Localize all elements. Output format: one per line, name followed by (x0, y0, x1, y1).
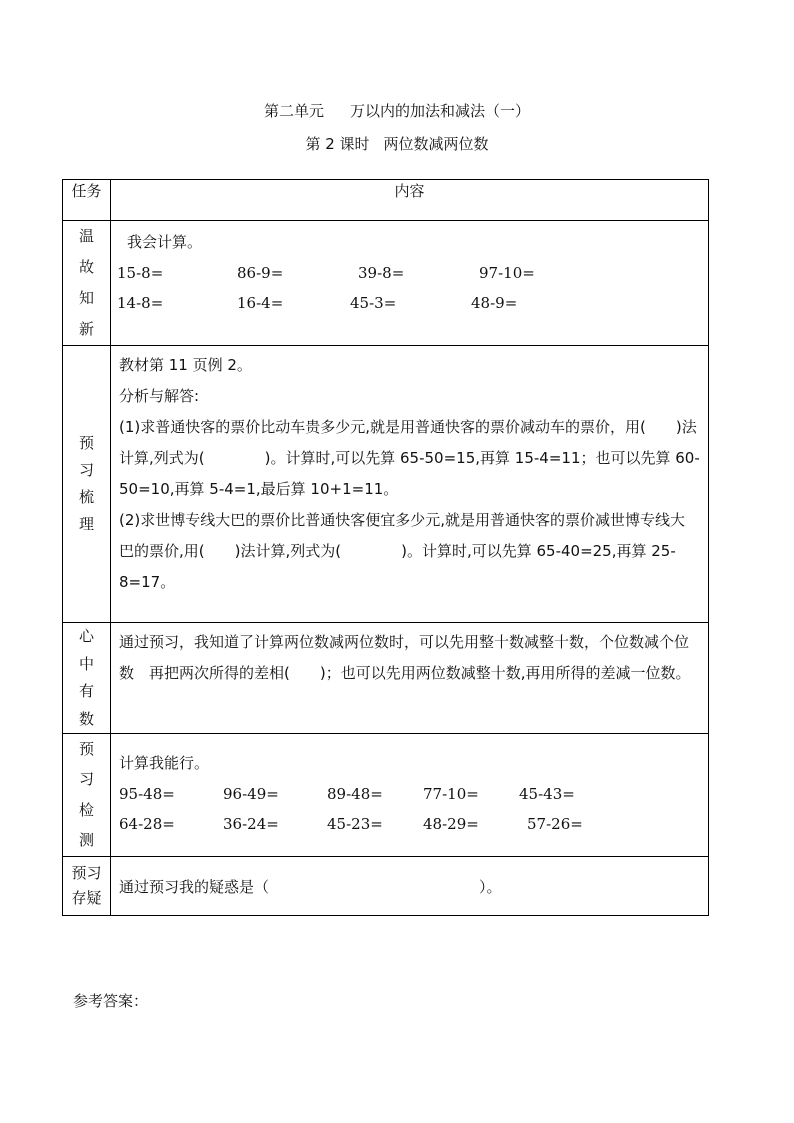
insight-label-char: 有 (78, 682, 94, 701)
problem: 97-10= (479, 264, 535, 282)
insight-content (111, 623, 709, 734)
review-label-char: 故 (78, 258, 94, 276)
review-label-char: 新 (78, 320, 94, 338)
unit-number: 第二单元 (263, 102, 324, 120)
check-intro: 计算我能行。 (119, 754, 210, 772)
problem: 15-8= (117, 264, 164, 282)
review-content (111, 221, 709, 346)
preview-part-1: (1)求普通快客的票价比动车贵多少元,就是用普通快客的票价减动车的票价，用( )法计算,列式为( )。计算时,可以先算 65-50=15,再算 15-4=11；也可以先算 60-50=10,再算 5-4=1,最后算 10+1=11。 (119, 418, 700, 498)
check-label (63, 734, 111, 857)
problem: 57-26= (527, 815, 583, 833)
problem: 45-3= (350, 294, 397, 312)
check-row (63, 734, 709, 857)
insight-row (63, 623, 709, 734)
preview-label (63, 346, 111, 623)
preview-content (111, 346, 709, 623)
check-label-char: 习 (78, 770, 94, 789)
problem: 45-43= (519, 785, 575, 803)
problem: 45-23= (327, 815, 383, 833)
insight-label-char: 心 (78, 627, 94, 646)
review-problems-row2 (117, 288, 702, 318)
lesson-title (0, 133, 794, 154)
unit-title (0, 100, 794, 121)
preview-part-2: (2)求世博专线大巴的票价比普通快客便宜多少元,就是用普通快客的票价减世博专线大巴的票价,用( )法计算,列式为( )。计算时,可以先算 65-40=25,再算 25-8=17。 (119, 511, 686, 591)
problem: 77-10= (423, 785, 479, 803)
check-label-char: 预 (78, 739, 94, 758)
preview-label-char: 预 (78, 434, 94, 452)
problem: 39-8= (358, 264, 405, 282)
insight-label-char: 数 (78, 709, 94, 728)
review-intro: 我会计算。 (127, 233, 203, 251)
preview-source: 教材第 11 页例 2。 (119, 356, 252, 374)
problem: 48-9= (471, 294, 518, 312)
problem: 96-49= (223, 785, 279, 803)
review-label (63, 221, 111, 346)
doubt-label-line: 预习 (71, 864, 102, 882)
insight-label-char: 中 (78, 654, 94, 673)
doubt-content (111, 857, 709, 916)
problem: 16-4= (237, 294, 284, 312)
unit-name: 万以内的加法和减法（一） (350, 102, 531, 120)
check-content (111, 734, 709, 857)
lesson-name: 两位数减两位数 (383, 135, 489, 153)
doubt-text: 通过预习我的疑惑是（ ）。 (119, 877, 502, 896)
problem: 95-48= (119, 785, 175, 803)
review-problems-row1 (117, 258, 702, 288)
lesson-number: 第 2 课时 (305, 135, 370, 153)
insight-text: 通过预习，我知道了计算两位数减两位数时，可以先用整十数减整十数，个位数减个位数 再把两次所得的差相( )；也可以先用两位数减整十数,再用所得的差减一位数。 (119, 633, 691, 682)
problem: 86-9= (237, 264, 284, 282)
worksheet-table (62, 179, 709, 916)
insight-label (63, 623, 111, 734)
check-label-char: 检 (78, 800, 94, 819)
problem: 48-29= (423, 815, 479, 833)
check-problems-row1 (119, 779, 700, 809)
header-content: 内容 (111, 180, 709, 221)
preview-row (63, 346, 709, 623)
preview-analysis-heading: 分析与解答: (119, 387, 200, 405)
table-header-row (63, 180, 709, 221)
doubt-row (63, 857, 709, 916)
review-row (63, 221, 709, 346)
check-problems-row2 (119, 809, 700, 839)
problem: 14-8= (117, 294, 164, 312)
answer-key-label: 参考答案： (73, 992, 149, 1010)
check-label-char: 测 (78, 831, 94, 850)
doubt-label-line: 存疑 (71, 889, 102, 907)
problem: 36-24= (223, 815, 279, 833)
review-label-char: 知 (78, 289, 94, 307)
header-task: 任务 (63, 180, 111, 221)
problem: 89-48= (327, 785, 383, 803)
preview-label-char: 梳 (78, 488, 94, 506)
review-label-char: 温 (78, 227, 94, 245)
doubt-label (63, 857, 111, 916)
preview-label-char: 理 (78, 515, 94, 533)
problem: 64-28= (119, 815, 175, 833)
preview-label-char: 习 (78, 461, 94, 479)
